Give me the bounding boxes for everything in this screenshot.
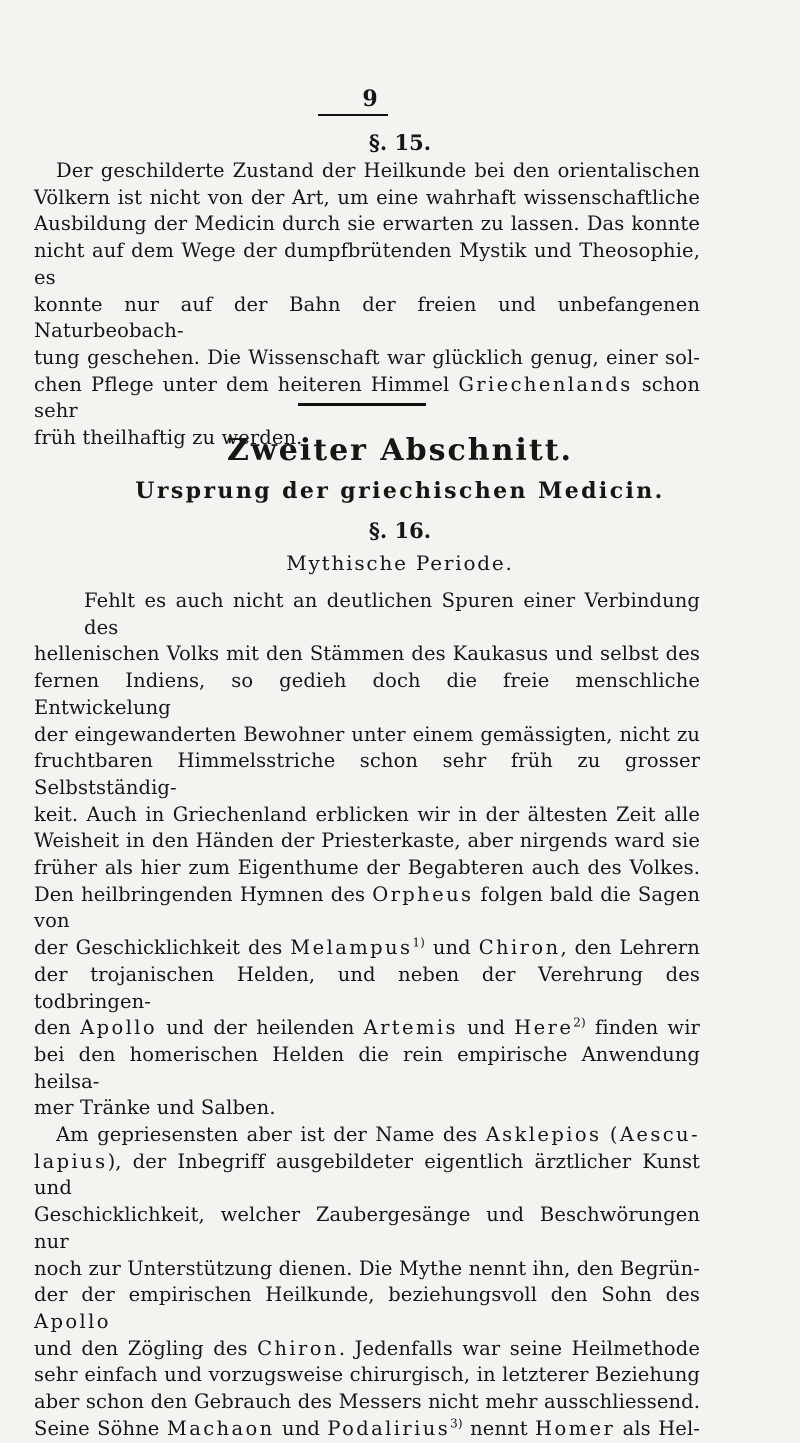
- section-16-title: Mythische Periode.: [286, 551, 514, 575]
- name-orpheus: Orpheus: [372, 882, 474, 906]
- text-line: früh theilhaftig zu werden.: [34, 426, 303, 450]
- text-fragment: finden wir: [595, 1016, 700, 1040]
- text-fragment: der der empirischen Heilkunde, beziehungsvoll den Sohn des: [34, 1283, 700, 1307]
- section-15-paragraph: [34, 158, 700, 452]
- text-line: Völkern ist nicht von der Art, um eine wahrhaft wissenschaftliche: [34, 185, 700, 209]
- text-line: aber schon den Gebrauch des Messers nicht mehr ausschliessend.: [34, 1390, 700, 1414]
- text-fragment: und den Zögling des: [34, 1336, 248, 1360]
- text-fragment: chen Pflege unter dem heiteren Himmel: [34, 372, 450, 396]
- text-line: mer Tränke und Salben.: [34, 1096, 276, 1120]
- text-fragment: , den Lehrern: [560, 936, 700, 960]
- text-line: der trojanischen Helden, und neben der Verehrung des todbringen-: [34, 962, 700, 1013]
- text-line: [34, 1015, 700, 1042]
- name-artemis: Artemis: [363, 1016, 458, 1040]
- text-fragment: folgen bald die Sagen von: [34, 882, 700, 933]
- text-line: [34, 882, 700, 935]
- text-fragment: und: [432, 936, 471, 960]
- name-griechenlands: Griechenlands: [458, 372, 633, 396]
- text-fragment: Den heilbringenden Hymnen des: [34, 882, 366, 906]
- page-number: 9: [362, 86, 378, 112]
- section-16-heading: §. 16.: [368, 518, 432, 543]
- chapter-subtitle: Ursprung der griechischen Medicin.: [135, 478, 665, 504]
- text-line: sehr einfach und vorzugsweise chirurgisch, in letzterer Beziehung: [34, 1363, 700, 1387]
- page-number-rule: [318, 114, 388, 116]
- text-line: der eingewanderten Bewohner unter einem gemässigten, nicht zu: [34, 722, 700, 746]
- text-fragment: (Aescu-: [609, 1123, 700, 1147]
- text-line: konnte nur auf der Bahn der freien und unbefangenen Naturbeobach-: [34, 292, 700, 343]
- text-line: [34, 1416, 700, 1443]
- text-fragment: der Geschicklichkeit des: [34, 936, 283, 960]
- text-line: Der geschilderte Zustand der Heilkunde bei den orientalischen: [56, 159, 700, 182]
- section-16-body: [34, 588, 700, 1443]
- name-apollo: Apollo: [34, 1309, 111, 1333]
- name-chiron: Chiron: [257, 1336, 339, 1360]
- text-line: tung geschehen. Die Wissenschaft war glücklich genug, einer sol-: [34, 345, 700, 369]
- text-line: noch zur Unterstützung dienen. Die Mythe nennt ihn, den Begrün-: [34, 1256, 700, 1280]
- name-here: Here: [514, 1016, 574, 1040]
- text-fragment: den: [34, 1016, 71, 1040]
- text-fragment: Seine Söhne: [34, 1416, 160, 1440]
- text-fragment: als Hel-: [622, 1416, 700, 1440]
- text-fragment: ), der Inbegriff ausgebildeter eigentlich ärztlicher Kunst und: [34, 1149, 700, 1200]
- name-aesculapius: lapius: [34, 1149, 108, 1173]
- text-line: Fehlt es auch nicht an deutlichen Spuren einer Verbindung des: [84, 589, 700, 639]
- text-fragment: und: [282, 1416, 320, 1440]
- name-homer: Homer: [535, 1416, 616, 1440]
- text-line: Ausbildung der Medicin durch sie erwarten zu lassen. Das konnte: [34, 212, 700, 236]
- name-podalirius: Podalirius: [327, 1416, 451, 1440]
- name-apollo: Apollo: [80, 1016, 158, 1040]
- chapter-title: Zweiter Abschnitt.: [227, 433, 573, 468]
- footnote-marker: 2): [573, 1015, 586, 1030]
- text-fragment: Am gepriesensten aber ist der Name des: [56, 1123, 478, 1147]
- text-line: bei den homerischen Helden die rein empirische Anwendung heilsa-: [34, 1042, 700, 1093]
- text-line: fruchtbaren Himmelsstriche schon sehr früh zu grosser Selbstständig-: [34, 749, 700, 799]
- footnote-marker: 3): [450, 1416, 463, 1431]
- text-line: Geschicklichkeit, welcher Zaubergesänge und Beschwörungen nur: [34, 1203, 700, 1253]
- text-fragment: . Jedenfalls war seine Heilmethode: [338, 1336, 700, 1360]
- text-fragment: nennt: [470, 1416, 528, 1440]
- footnote-marker: 1): [412, 935, 425, 950]
- text-fragment: und: [467, 1016, 506, 1040]
- text-line: [34, 1336, 700, 1363]
- name-machaon: Machaon: [166, 1416, 275, 1440]
- text-line: nicht auf dem Wege der dumpfbrütenden Mystik und Theosophie, es: [34, 239, 700, 289]
- text-line: fernen Indiens, so gedieh doch die freie menschliche Entwickelung: [34, 669, 700, 719]
- name-asklepios: Asklepios: [485, 1123, 602, 1147]
- text-line: [34, 1122, 700, 1149]
- text-line: [34, 1282, 700, 1335]
- text-line: [34, 935, 700, 962]
- text-fragment: und der heilenden: [166, 1016, 355, 1040]
- text-line: [34, 1149, 700, 1202]
- section-15-heading: §. 15.: [368, 130, 432, 155]
- text-line: keit. Auch in Griechenland erblicken wir in der ältesten Zeit alle: [34, 802, 700, 826]
- text-line: [34, 372, 700, 425]
- name-chiron: Chiron: [478, 936, 561, 960]
- text-line: Weisheit in den Händen der Priesterkaste, aber nirgends ward sie: [34, 829, 700, 853]
- text-fragment: schon sehr: [34, 372, 700, 423]
- text-line: hellenischen Volks mit den Stämmen des Kaukasus und selbst des: [34, 642, 700, 666]
- chapter-divider: [298, 403, 426, 406]
- name-melampus: Melampus: [290, 936, 413, 960]
- text-line: früher als hier zum Eigenthume der Begabteren auch des Volkes.: [34, 856, 700, 880]
